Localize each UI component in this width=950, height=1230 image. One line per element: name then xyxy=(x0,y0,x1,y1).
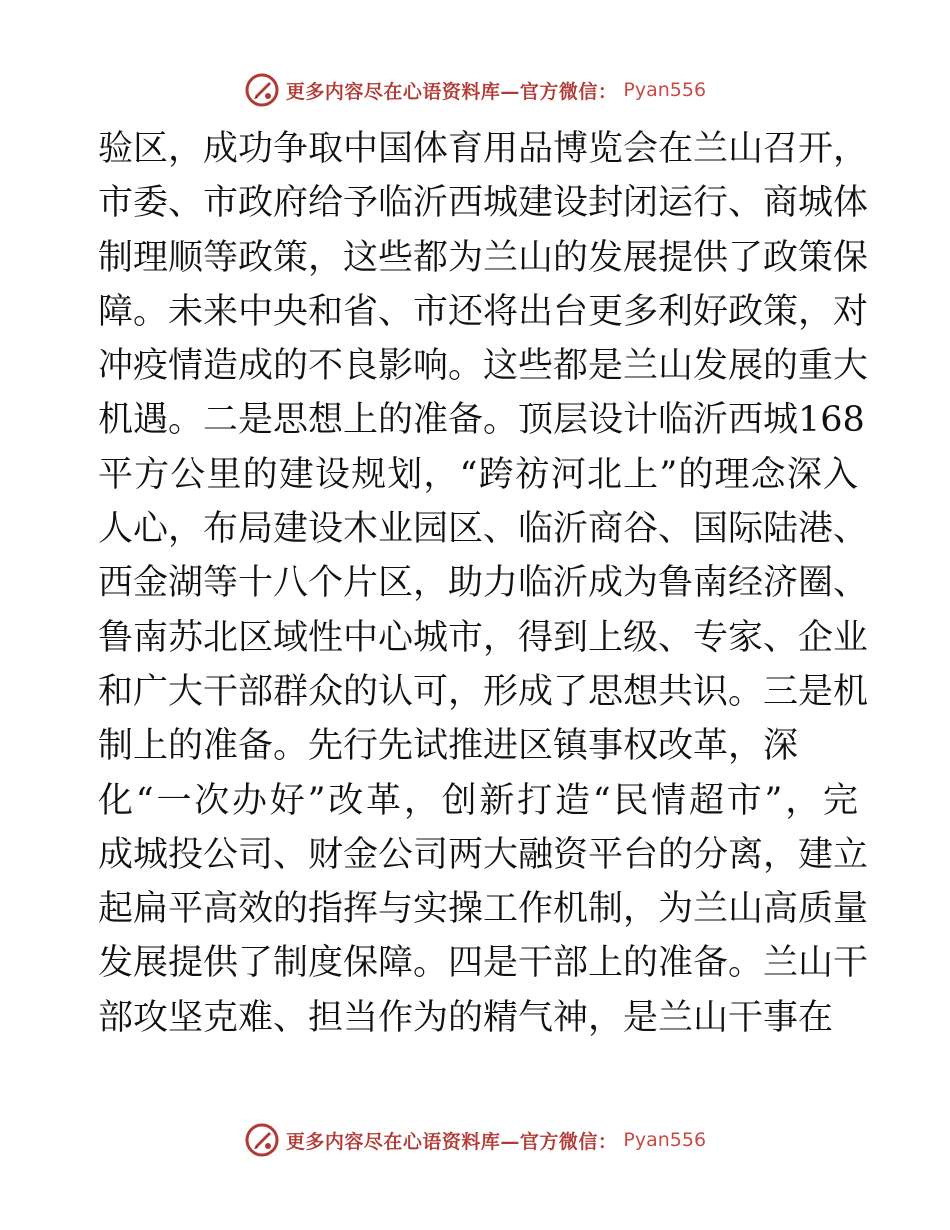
watermark-logo-icon xyxy=(244,1122,280,1158)
text-line: 和广大干部群众的认可，形成了思想共识。三是机 xyxy=(98,671,869,712)
text-line: 市委、市政府给予临沂西城建设封闭运行、商城体 xyxy=(98,183,869,224)
text-line: 验区，成功争取中国体育用品博览会在兰山召开， xyxy=(98,129,869,169)
text-line: 成城投公司、财金公司两大融资平台的分离，建立 xyxy=(98,834,869,875)
text-line: 起扁平高效的指挥与实操工作机制，为兰山高质量 xyxy=(98,889,869,930)
watermark-wechat-id: Pyan556 xyxy=(623,79,707,101)
watermark-logo-icon xyxy=(244,72,280,108)
text-line: 部攻坚克难、担当作为的精气神，是兰山干事在 xyxy=(98,997,834,1038)
text-line: 化“一次办好”改革，创新打造“民情超市”，完 xyxy=(98,780,858,821)
text-line: 机遇。二是思想上的准备。顶层设计临沂西城168 xyxy=(98,400,865,441)
footer-watermark xyxy=(0,1120,950,1160)
watermark-wechat-id: Pyan556 xyxy=(623,1129,707,1151)
header-watermark xyxy=(0,70,950,110)
document-body xyxy=(98,122,869,1045)
text-line: 制上的准备。先行先试推进区镇事权改革，深 xyxy=(98,726,799,767)
text-line: 发展提供了制度保障。四是干部上的准备。兰山干 xyxy=(98,943,869,984)
text-line: 冲疫情造成的不良影响。这些都是兰山发展的重大 xyxy=(98,346,869,387)
text-line: 鲁南苏北区域性中心城市，得到上级、专家、企业 xyxy=(98,617,869,658)
text-line: 障。未来中央和省、市还将出台更多利好政策，对 xyxy=(98,291,869,332)
text-line: 制理顺等政策，这些都为兰山的发展提供了政策保 xyxy=(98,237,869,278)
text-line: 人心，布局建设木业园区、临沂商谷、国际陆港、 xyxy=(98,509,869,550)
watermark-text: 更多内容尽在心语资料库—官方微信： xyxy=(285,80,618,103)
text-line: 西金湖等十八个片区，助力临沂成为鲁南经济圈、 xyxy=(98,563,869,604)
text-line: 平方公里的建设规划，“跨祊河北上”的理念深入 xyxy=(98,454,858,495)
watermark-text: 更多内容尽在心语资料库—官方微信： xyxy=(285,1130,618,1153)
